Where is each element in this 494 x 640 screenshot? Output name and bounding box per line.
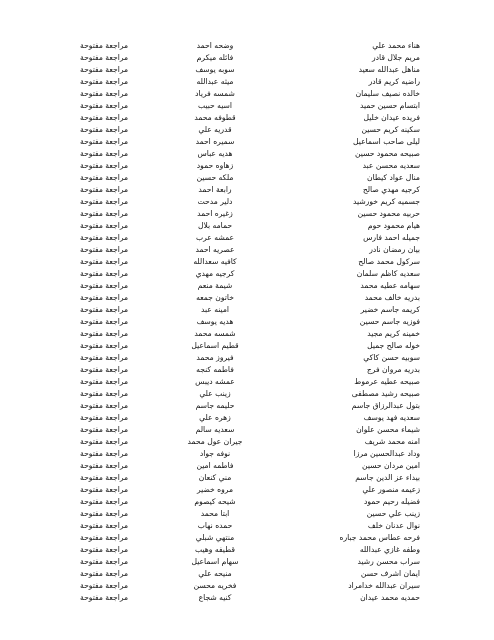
mother-name: حمامه بلال [197,221,233,230]
person-name: راضيه كريم قادر [368,77,420,86]
person-name: سيران عبدالله خدامراد [348,581,420,590]
mother-name: عصريه احمد [195,245,235,254]
table-row [80,520,420,532]
review-status: مراجعة مفتوحة [80,221,129,230]
person-name: ابتسام حسين حميد [359,101,420,110]
review-status: مراجعة مفتوحة [80,461,129,470]
person-name: كرجيه مهدي صالح [362,185,420,194]
mother-name: جيران عول محمد [187,437,243,446]
person-name: هيام محمود حوم [367,221,420,230]
table-row [80,412,420,424]
review-status: مراجعة مفتوحة [80,569,129,578]
mother-name: سميره احمد [195,137,235,146]
mother-name: حمده نهاب [197,521,233,530]
person-name: فرحه عطاس محمد جباره [339,533,420,542]
mother-name: شمسه فرياد [195,89,235,98]
person-name: نوال عدنان خلف [367,521,420,530]
table-row [80,136,420,148]
table-row [80,460,420,472]
mother-name: شيمة منعم [197,281,233,290]
person-name: مناهل عبدالله سعيد [358,65,420,74]
mother-name: نوفه جواد [199,449,231,458]
table-row [80,592,420,604]
table-row [80,580,420,592]
person-name: سعديه فهد يوسف [363,413,420,422]
review-status: مراجعة مفتوحة [80,353,129,362]
records-table [80,40,420,604]
mother-name: زهاوه حمود [196,161,234,170]
mother-name: عمشه ديبس [195,377,235,386]
person-name: صبيحه محمود حسين [354,149,420,158]
review-status: مراجعة مفتوحة [80,293,129,302]
person-name: جسميه كريم خورشيد [353,197,420,206]
mother-name: عمشه عرب [195,233,235,242]
mother-name: كافيه سعدالله [193,257,237,266]
mother-name: قطيم اسماعيل [191,341,239,350]
mother-name: شمسه محمد [194,329,236,338]
table-row [80,448,420,460]
person-name: شيماء محسن علوان [356,425,420,434]
review-status: مراجعة مفتوحة [80,485,129,494]
person-name: جميله احمد فارس [363,233,420,242]
mother-name: فاطمه كنجه [196,365,234,374]
review-status: مراجعة مفتوحة [80,377,129,386]
mother-name: ملكه حسين [196,173,234,182]
review-status: مراجعة مفتوحة [80,581,129,590]
table-row [80,88,420,100]
review-status: مراجعة مفتوحة [80,593,129,602]
person-name: فضيله رحيم حمود [363,497,420,506]
table-row [80,508,420,520]
person-name: خالده نصيف سليمان [355,89,420,98]
table-row [80,496,420,508]
table-row [80,76,420,88]
review-status: مراجعة مفتوحة [80,557,129,566]
review-status: مراجعة مفتوحة [80,89,129,98]
mother-name: سهام اسماعيل [191,557,239,566]
table-row [80,184,420,196]
review-status: مراجعة مفتوحة [80,185,129,194]
table-row [80,148,420,160]
mother-name: حليمه جاسم [195,401,235,410]
review-status: مراجعة مفتوحة [80,41,129,50]
review-status: مراجعة مفتوحة [80,101,129,110]
person-name: امنه محمد شريف [364,437,420,446]
person-name: حربيه محمود حسين [357,209,420,218]
review-status: مراجعة مفتوحة [80,197,129,206]
review-status: مراجعة مفتوحة [80,53,129,62]
table-row [80,100,420,112]
table-row [80,64,420,76]
mother-name: هديه يوسف [196,317,234,326]
table-row [80,280,420,292]
table-row [80,400,420,412]
review-status: مراجعة مفتوحة [80,317,129,326]
person-name: فوزيه جاسم حسين [359,317,420,326]
mother-name: فائله ميكرم [196,53,234,62]
review-status: مراجعة مفتوحة [80,113,129,122]
person-name: بيداء عز الدين جاسم [355,473,420,482]
person-name: ايمان اشرف حسن [360,569,420,578]
table-row [80,316,420,328]
mother-name: فخريه محسن [193,581,237,590]
table-row [80,40,420,52]
table-row [80,304,420,316]
person-name: وداد عبدالحسين مرزا [353,449,420,458]
table-row [80,388,420,400]
review-status: مراجعة مفتوحة [80,389,129,398]
review-status: مراجعة مفتوحة [80,281,129,290]
review-status: مراجعة مفتوحة [80,365,129,374]
mother-name: سعديه سالم [195,425,235,434]
mother-name: سوبه يوسف [195,65,235,74]
mother-name: ابتا محمد [200,509,230,518]
mother-name: مروه خضير [196,485,234,494]
mother-name: هديه عباس [197,149,233,158]
review-status: مراجعة مفتوحة [80,257,129,266]
table-row [80,208,420,220]
person-name: وطفه غازي عبدالله [359,545,420,554]
review-status: مراجعة مفتوحة [80,65,129,74]
review-status: مراجعة مفتوحة [80,161,129,170]
table-row [80,292,420,304]
person-name: سراب محسن رشيد [357,557,420,566]
table-row [80,112,420,124]
table-row [80,52,420,64]
review-status: مراجعة مفتوحة [80,233,129,242]
table-row [80,424,420,436]
person-name: سعديه كاظم سلمان [356,269,420,278]
mother-name: قدريه علي [198,125,232,134]
person-name: سوبيه حسن كاكي [363,353,420,362]
person-name: صبيحه عطيه عرموط [354,377,420,386]
person-name: بتول عبدالرزاق جاسم [351,401,420,410]
table-row [80,220,420,232]
mother-name: منتهي شبلي [195,533,235,542]
review-status: مراجعة مفتوحة [80,341,129,350]
review-status: مراجعة مفتوحة [80,125,129,134]
table-row [80,160,420,172]
review-status: مراجعة مفتوحة [80,413,129,422]
person-name: زعيمه منصور علي [362,485,420,494]
mother-name: كرجيه مهدي [195,269,235,278]
mother-name: قطوفه محمد [194,113,236,122]
mother-name: امينه عبد [200,305,230,314]
person-name: حمديه محمد عيدان [360,593,420,602]
table-row [80,256,420,268]
review-status: مراجعة مفتوحة [80,437,129,446]
person-name: امين مردان حسين [362,461,420,470]
person-name: سعديه محسن عبد [362,161,420,170]
mother-name: شيحه كيصوم [194,497,236,506]
person-name: بيان رمضان نادر [369,245,420,254]
mother-name: زهره علي [199,413,231,422]
table-row [80,472,420,484]
person-name: سركول محمد صالح [358,257,420,266]
review-status: مراجعة مفتوحة [80,305,129,314]
table-row [80,328,420,340]
person-name: خمينه كريم مجيد [367,329,420,338]
review-status: مراجعة مفتوحة [80,269,129,278]
person-name: فريده عيدان خليل [363,113,420,122]
review-status: مراجعة مفتوحة [80,149,129,158]
person-name: بدريه مروان فرج [366,365,420,374]
review-status: مراجعة مفتوحة [80,173,129,182]
review-status: مراجعة مفتوحة [80,329,129,338]
person-name: ليلى صاحب اسماعيل [353,137,420,146]
review-status: مراجعة مفتوحة [80,545,129,554]
mother-name: رابعة احمد [198,185,232,194]
mother-name: منيحه علي [198,569,232,578]
table-row [80,244,420,256]
person-name: مريم جلال قادر [372,53,420,62]
person-name: هناء محمد علي [372,41,420,50]
mother-name: زغيره احمد [197,209,233,218]
table-row [80,376,420,388]
review-status: مراجعة مفتوحة [80,401,129,410]
table-row [80,268,420,280]
mother-name: مني كنعان [198,473,232,482]
review-status: مراجعة مفتوحة [80,77,129,86]
review-status: مراجعة مفتوحة [80,533,129,542]
table-row [80,544,420,556]
mother-name: اسيه حبيب [198,101,232,110]
table-row [80,232,420,244]
mother-name: ميثه عبدالله [196,77,234,86]
table-row [80,124,420,136]
review-status: مراجعة مفتوحة [80,497,129,506]
mother-name: زينب علي [199,389,231,398]
review-status: مراجعة مفتوحة [80,209,129,218]
review-status: مراجعة مفتوحة [80,521,129,530]
person-name: بدريه خالف محمد [364,293,420,302]
person-name: زينب علي حسين [366,509,420,518]
table-row [80,352,420,364]
table-row [80,196,420,208]
review-status: مراجعة مفتوحة [80,137,129,146]
review-status: مراجعة مفتوحة [80,425,129,434]
table-row [80,436,420,448]
table-row [80,172,420,184]
review-status: مراجعة مفتوحة [80,449,129,458]
mother-name: دلير مدحت [197,197,233,206]
person-name: سكينه كريم حسين [361,125,420,134]
mother-name: خاتون جمعه [196,293,234,302]
person-name: صبيحه رشيد مصطفى [351,389,420,398]
table-row [80,484,420,496]
table-row [80,364,420,376]
mother-name: فاطمه امين [196,461,234,470]
mother-name: فيروز محمد [196,353,234,362]
mother-name: كنيه شجاع [198,593,232,602]
person-name: خوله صالح جميل [367,341,420,350]
review-status: مراجعة مفتوحة [80,245,129,254]
person-name: منال عواد كيطان [367,173,420,182]
table-row [80,556,420,568]
person-name: سهامه عطيه محمد [360,281,420,290]
mother-name: وضحه احمد [196,41,234,50]
person-name: كريمه جاسم خضير [360,305,420,314]
table-row [80,340,420,352]
table-row [80,532,420,544]
review-status: مراجعة مفتوحة [80,473,129,482]
mother-name: قطيفه وهيب [195,545,235,554]
review-status: مراجعة مفتوحة [80,509,129,518]
table-row [80,568,420,580]
